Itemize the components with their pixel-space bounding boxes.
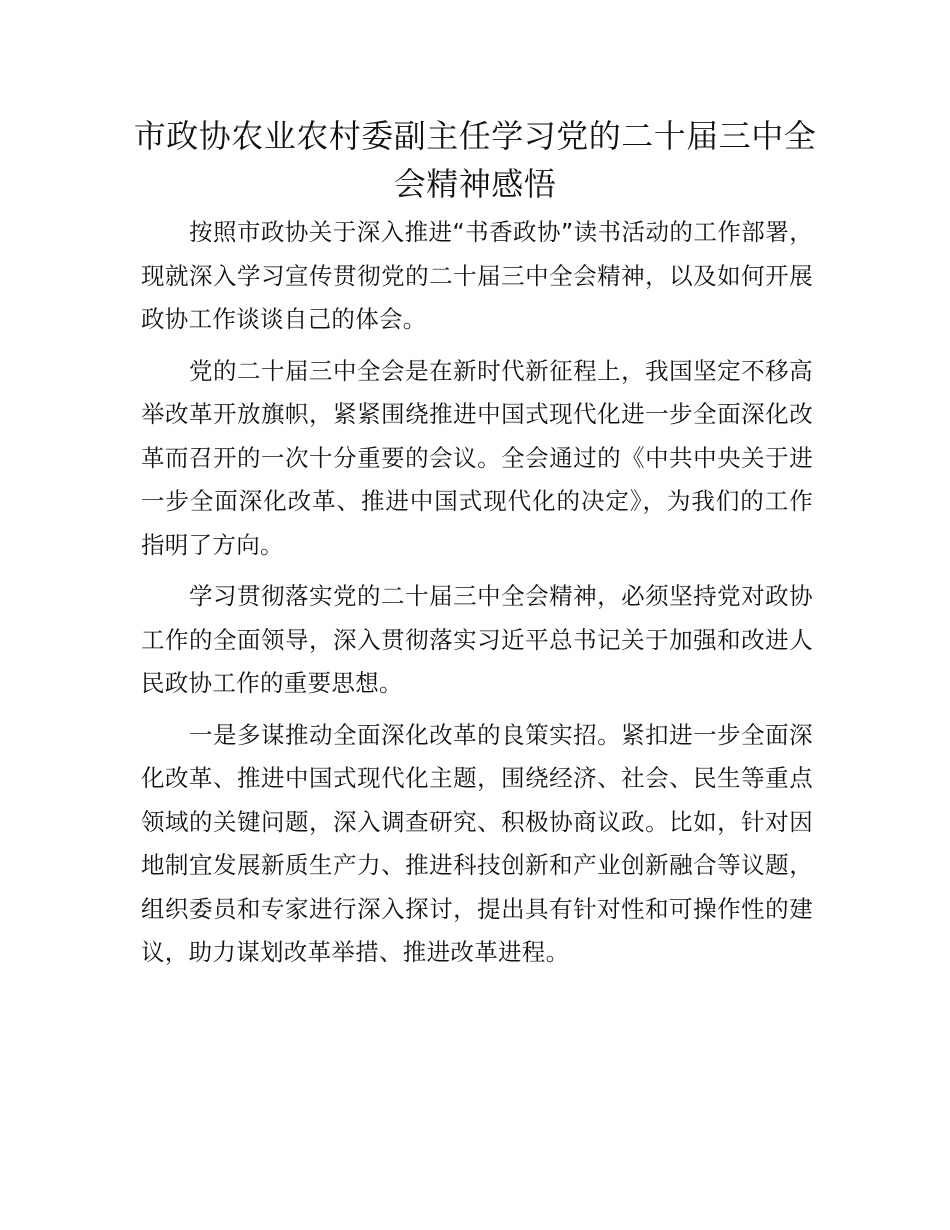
paragraph-4: 一是多谋推动全面深化改革的良策实招。紧扣进一步全面深化改革、推进中国式现代化主题，围绕经济、社会、民生等重点领域的关键问题，深入调查研究、积极协商议政。比如，针对因地制宜发展新质生产力、推进科技创新和产业创新融合等议题，组织委员和专家进行深入探讨，提出具有针对性和可操作性的建议，助力谋划改革举措、推进改革进程。 [141,720,813,966]
paragraph-1: 按照市政协关于深入推进“书香政协”读书活动的工作部署，现就深入学习宣传贯彻党的二十届三中全会精神，以及如何开展政协工作谈谈自己的体会。 [141,218,813,333]
paragraph-3: 学习贯彻落实党的二十届三中全会精神，必须坚持党对政协工作的全面领导，深入贯彻落实习近平总书记关于加强和改进人民政协工作的重要思想。 [141,582,813,697]
document-title: 市政协农业农村委副主任学习党的二十届三中全会精神感悟 [133,117,817,203]
paragraph-2: 党的二十届三中全会是在新时代新征程上，我国坚定不移高举改革开放旗帜，紧紧围绕推进中国式现代化进一步全面深化改革而召开的一次十分重要的会议。全会通过的《中共中央关于进一步全面深化改革、推进中国式现代化的决定》，为我们的工作指明了方向。 [141,356,813,559]
document-body [141,211,813,983]
